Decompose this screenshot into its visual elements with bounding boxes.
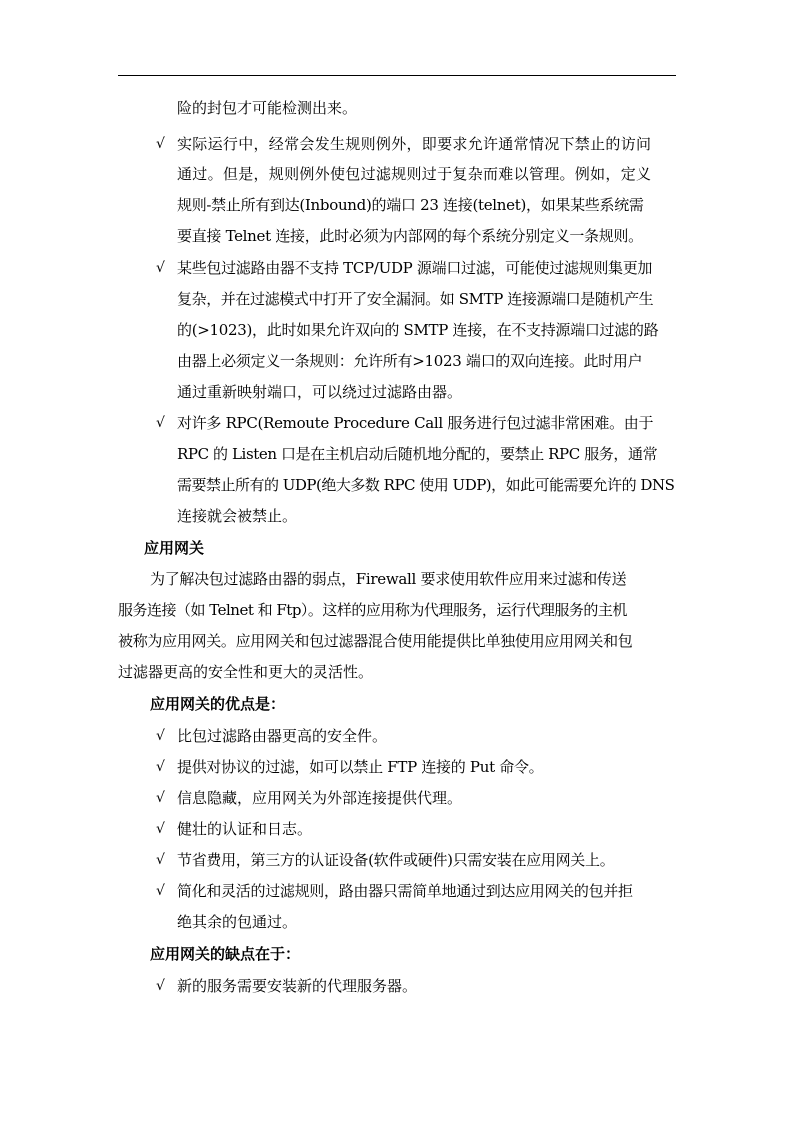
bullet-text-line: 提供对协议的过滤，如可以禁止 FTP 连接的 Put 命令。 [177, 758, 544, 776]
bullet-text-line: 信息隐藏，应用网关为外部连接提供代理。 [177, 789, 463, 807]
text-line: 的(>1023)，此时如果允许双向的 SMTP 连接，在不支持源端口过滤的路 [177, 321, 659, 339]
check-mark-icon: √ [156, 821, 165, 837]
disadvantages-heading: 应用网关的缺点在于： [150, 945, 301, 963]
check-mark-icon: √ [156, 136, 165, 152]
paragraph-line: 过滤器更高的安全性和更大的灵活性。 [118, 663, 374, 681]
check-mark-icon: √ [156, 978, 165, 994]
bullet-text-line: 节省费用，第三方的认证设备(软件或硬件)只需安装在应用网关上。 [177, 851, 615, 869]
text-line: 规则-禁止所有到达(Inbound)的端口 23 连接(telnet)，如果某些系统需 [177, 196, 644, 214]
check-mark-icon: √ [156, 260, 165, 276]
bullet-text-line: 新的服务需要安装新的代理服务器。 [177, 977, 418, 995]
text-line: 连接就会被禁止。 [177, 507, 298, 525]
text-line: 复杂，并在过滤模式中打开了安全漏洞。如 SMTP 连接源端口是随机产生 [177, 290, 654, 308]
paragraph-line: 服务连接（如 Telnet 和 Ftp）。这样的应用称为代理服务，运行代理服务的主机 [118, 601, 627, 619]
bullet-text-line: 实际运行中，经常会发生规则例外，即要求允许通常情况下禁止的访问 [177, 135, 652, 153]
text-line: 险的封包才可能检测出来。 [177, 99, 358, 117]
paragraph-line: 被称为应用网关。应用网关和包过滤器混合使用能提供比单独使用应用网关和包 [118, 632, 633, 650]
check-mark-icon: √ [156, 790, 165, 806]
bullet-text-line: 健壮的认证和日志。 [177, 820, 313, 838]
bullet-text-line: 某些包过滤路由器不支持 TCP/UDP 源端口过滤，可能使过滤规则集更加 [177, 259, 653, 277]
check-mark-icon: √ [156, 728, 165, 744]
text-line: 由器上必须定义一条规则：允许所有>1023 端口的双向连接。此时用户 [177, 352, 643, 370]
text-line: 通过。但是，规则例外使包过滤规则过于复杂而难以管理。例如，定义 [177, 165, 652, 183]
text-line: 需要禁止所有的 UDP(绝大多数 RPC 使用 UDP)，如此可能需要允许的 DNS [177, 476, 675, 494]
advantages-heading: 应用网关的优点是： [150, 695, 286, 713]
paragraph-line: 为了解决包过滤路由器的弱点，Firewall 要求使用软件应用来过滤和传送 [150, 570, 627, 588]
text-line: 绝其余的包通过。 [177, 913, 298, 931]
check-mark-icon: √ [156, 759, 165, 775]
text-line: 要直接 Telnet 连接，此时必须为内部网的每个系统分别定义一条规则。 [177, 227, 643, 245]
bullet-text-line: 对许多 RPC(Remoute Procedure Call 服务进行包过滤非常困难。由于 [177, 414, 654, 432]
check-mark-icon: √ [156, 883, 165, 899]
text-line: 通过重新映射端口，可以绕过过滤路由器。 [177, 383, 463, 401]
bullet-text-line: 比包过滤路由器更高的安全件。 [177, 727, 388, 745]
text-line: RPC 的 Listen 口是在主机启动后随机地分配的，要禁止 RPC 服务，通常 [177, 445, 658, 463]
bullet-text-line: 简化和灵活的过滤规则，路由器只需简单地通过到达应用网关的包并拒 [177, 882, 633, 900]
section-heading: 应用网关 [144, 539, 205, 557]
check-mark-icon: √ [156, 852, 165, 868]
check-mark-icon: √ [156, 415, 165, 431]
header-rule [118, 75, 676, 76]
